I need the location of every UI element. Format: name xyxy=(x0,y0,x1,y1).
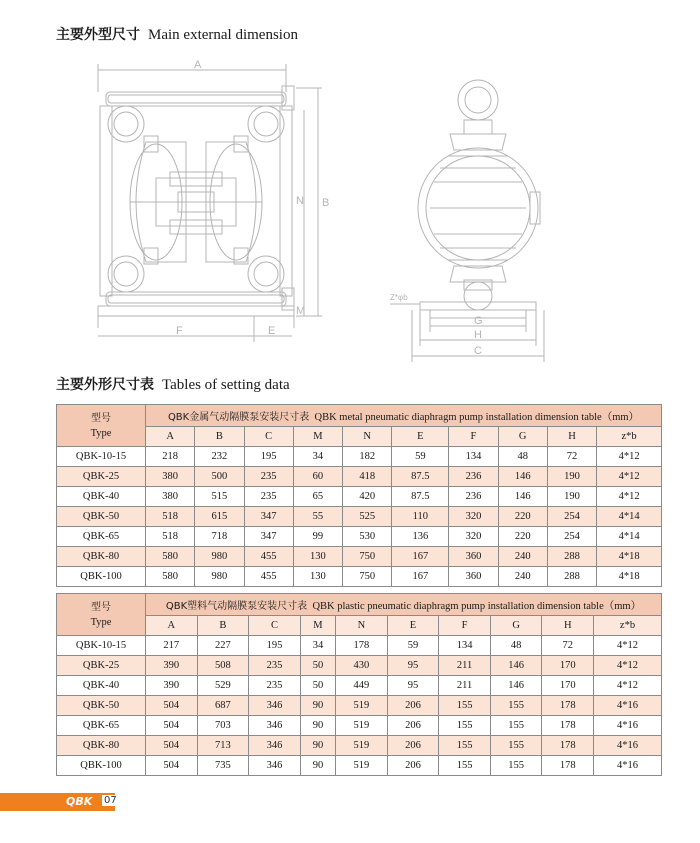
pump-side-view-drawing xyxy=(390,70,566,370)
value-cell: 380 xyxy=(146,487,195,507)
value-cell: 240 xyxy=(498,567,547,587)
plastic-pump-dimension-table xyxy=(56,593,662,776)
column-header: B xyxy=(197,616,249,636)
value-cell: 346 xyxy=(249,696,301,716)
value-cell: 360 xyxy=(449,547,498,567)
value-cell: 750 xyxy=(343,567,392,587)
value-cell: 504 xyxy=(146,756,198,776)
value-cell: 235 xyxy=(249,676,301,696)
value-cell: 155 xyxy=(490,756,542,776)
pump-front-view-drawing xyxy=(86,52,348,352)
value-cell: 167 xyxy=(392,567,449,587)
column-header: C xyxy=(249,616,301,636)
value-cell: 687 xyxy=(197,696,249,716)
value-cell: 455 xyxy=(244,567,293,587)
value-cell: 980 xyxy=(195,567,244,587)
value-cell: 529 xyxy=(197,676,249,696)
value-cell: 190 xyxy=(547,487,596,507)
value-cell: 206 xyxy=(387,736,439,756)
table-row xyxy=(57,447,662,467)
value-cell: 34 xyxy=(300,636,335,656)
model-cell: QBK-50 xyxy=(57,696,146,716)
value-cell: 220 xyxy=(498,527,547,547)
value-cell: 87.5 xyxy=(392,487,449,507)
dim-label-a: A xyxy=(194,59,202,71)
value-cell: 4*12 xyxy=(597,487,662,507)
value-cell: 346 xyxy=(249,716,301,736)
value-cell: 235 xyxy=(244,467,293,487)
value-cell: 235 xyxy=(249,656,301,676)
value-cell: 504 xyxy=(146,696,198,716)
value-cell: 206 xyxy=(387,716,439,736)
table-row xyxy=(57,487,662,507)
value-cell: 346 xyxy=(249,756,301,776)
value-cell: 136 xyxy=(392,527,449,547)
column-header: F xyxy=(439,616,491,636)
value-cell: 4*16 xyxy=(594,756,662,776)
value-cell: 72 xyxy=(547,447,596,467)
value-cell: 4*12 xyxy=(594,656,662,676)
model-cell: QBK-100 xyxy=(57,567,146,587)
value-cell: 155 xyxy=(490,696,542,716)
value-cell: 750 xyxy=(343,547,392,567)
value-cell: 240 xyxy=(498,547,547,567)
value-cell: 703 xyxy=(197,716,249,736)
table-row xyxy=(57,736,662,756)
model-cell: QBK-10-15 xyxy=(57,636,146,656)
value-cell: 390 xyxy=(146,656,198,676)
setting-data-title xyxy=(56,374,290,394)
value-cell: 4*12 xyxy=(597,447,662,467)
value-cell: 48 xyxy=(490,636,542,656)
column-header: N xyxy=(343,427,392,447)
value-cell: 65 xyxy=(293,487,342,507)
column-header: A xyxy=(146,427,195,447)
value-cell: 34 xyxy=(293,447,342,467)
value-cell: 449 xyxy=(336,676,388,696)
column-header: M xyxy=(293,427,342,447)
table-row xyxy=(57,467,662,487)
value-cell: 220 xyxy=(498,507,547,527)
main-dimension-title-en: Main external dimension xyxy=(148,27,298,43)
value-cell: 178 xyxy=(542,756,594,776)
value-cell: 178 xyxy=(542,736,594,756)
value-cell: 254 xyxy=(547,507,596,527)
value-cell: 155 xyxy=(439,736,491,756)
value-cell: 170 xyxy=(542,656,594,676)
value-cell: 430 xyxy=(336,656,388,676)
dim-label-g: G xyxy=(474,315,483,327)
value-cell: 170 xyxy=(542,676,594,696)
page-number: 07 xyxy=(104,795,117,806)
model-cell: QBK-50 xyxy=(57,507,146,527)
value-cell: 347 xyxy=(244,527,293,547)
value-cell: 236 xyxy=(449,467,498,487)
column-header: G xyxy=(490,616,542,636)
value-cell: 713 xyxy=(197,736,249,756)
value-cell: 288 xyxy=(547,547,596,567)
value-cell: 360 xyxy=(449,567,498,587)
setting-data-title-en: Tables of setting data xyxy=(162,377,290,393)
value-cell: 4*16 xyxy=(594,696,662,716)
value-cell: 580 xyxy=(146,567,195,587)
value-cell: 735 xyxy=(197,756,249,776)
value-cell: 4*12 xyxy=(597,467,662,487)
value-cell: 90 xyxy=(300,696,335,716)
value-cell: 50 xyxy=(300,676,335,696)
table-row xyxy=(57,547,662,567)
value-cell: 4*16 xyxy=(594,716,662,736)
column-header: z*b xyxy=(597,427,662,447)
value-cell: 87.5 xyxy=(392,467,449,487)
value-cell: 418 xyxy=(343,467,392,487)
value-cell: 99 xyxy=(293,527,342,547)
value-cell: 95 xyxy=(387,656,439,676)
value-cell: 320 xyxy=(449,527,498,547)
value-cell: 519 xyxy=(336,756,388,776)
value-cell: 347 xyxy=(244,507,293,527)
value-cell: 218 xyxy=(146,447,195,467)
value-cell: 390 xyxy=(146,676,198,696)
value-cell: 146 xyxy=(490,656,542,676)
dim-label-b: B xyxy=(322,197,330,209)
value-cell: 235 xyxy=(244,487,293,507)
value-cell: 4*18 xyxy=(597,547,662,567)
dim-label-h: H xyxy=(474,329,482,341)
table-title: QBK塑料气动隔膜泵安装尺寸表 QBK plastic pneumatic diaphragm pump installation dimension table（mm） xyxy=(146,594,662,616)
value-cell: 130 xyxy=(293,567,342,587)
value-cell: 48 xyxy=(498,447,547,467)
value-cell: 155 xyxy=(439,756,491,776)
main-dimension-title xyxy=(56,24,298,44)
value-cell: 130 xyxy=(293,547,342,567)
footer-brand: QBK xyxy=(66,795,93,808)
value-cell: 518 xyxy=(146,507,195,527)
value-cell: 718 xyxy=(195,527,244,547)
value-cell: 420 xyxy=(343,487,392,507)
column-header: E xyxy=(392,427,449,447)
value-cell: 519 xyxy=(336,716,388,736)
value-cell: 236 xyxy=(449,487,498,507)
model-cell: QBK-40 xyxy=(57,676,146,696)
value-cell: 155 xyxy=(490,736,542,756)
table-row xyxy=(57,507,662,527)
value-cell: 211 xyxy=(439,676,491,696)
value-cell: 110 xyxy=(392,507,449,527)
value-cell: 146 xyxy=(490,676,542,696)
value-cell: 525 xyxy=(343,507,392,527)
value-cell: 59 xyxy=(387,636,439,656)
value-cell: 380 xyxy=(146,467,195,487)
value-cell: 288 xyxy=(547,567,596,587)
column-header: M xyxy=(300,616,335,636)
value-cell: 182 xyxy=(343,447,392,467)
type-header: 型号 Type xyxy=(57,405,146,447)
value-cell: 217 xyxy=(146,636,198,656)
column-header: G xyxy=(498,427,547,447)
dim-label-f: F xyxy=(176,325,183,337)
value-cell: 346 xyxy=(249,736,301,756)
metal-pump-dimension-table xyxy=(56,404,662,587)
value-cell: 90 xyxy=(300,736,335,756)
value-cell: 134 xyxy=(449,447,498,467)
value-cell: 515 xyxy=(195,487,244,507)
value-cell: 615 xyxy=(195,507,244,527)
column-header: z*b xyxy=(594,616,662,636)
footer-bar xyxy=(0,793,115,811)
table-row xyxy=(57,716,662,736)
model-cell: QBK-40 xyxy=(57,487,146,507)
table-row xyxy=(57,636,662,656)
model-cell: QBK-65 xyxy=(57,527,146,547)
value-cell: 519 xyxy=(336,696,388,716)
model-cell: QBK-10-15 xyxy=(57,447,146,467)
setting-data-title-zh: 主要外形尺寸表 xyxy=(56,377,154,393)
column-header: C xyxy=(244,427,293,447)
value-cell: 4*16 xyxy=(594,736,662,756)
table-row xyxy=(57,696,662,716)
column-header: H xyxy=(542,616,594,636)
value-cell: 500 xyxy=(195,467,244,487)
value-cell: 504 xyxy=(146,716,198,736)
value-cell: 254 xyxy=(547,527,596,547)
type-header: 型号 Type xyxy=(57,594,146,636)
value-cell: 580 xyxy=(146,547,195,567)
column-header: A xyxy=(146,616,198,636)
table-row xyxy=(57,756,662,776)
value-cell: 530 xyxy=(343,527,392,547)
value-cell: 190 xyxy=(547,467,596,487)
value-cell: 167 xyxy=(392,547,449,567)
table-row xyxy=(57,656,662,676)
dim-label-e: E xyxy=(268,325,276,337)
value-cell: 95 xyxy=(387,676,439,696)
value-cell: 504 xyxy=(146,736,198,756)
value-cell: 55 xyxy=(293,507,342,527)
table-row xyxy=(57,676,662,696)
model-cell: QBK-25 xyxy=(57,656,146,676)
column-header: B xyxy=(195,427,244,447)
value-cell: 60 xyxy=(293,467,342,487)
value-cell: 146 xyxy=(498,467,547,487)
value-cell: 195 xyxy=(244,447,293,467)
table-title: QBK金属气动隔膜泵安装尺寸表 QBK metal pneumatic diaphragm pump installation dimension table（mm） xyxy=(146,405,662,427)
value-cell: 206 xyxy=(387,756,439,776)
dim-label-m: M xyxy=(296,305,306,317)
value-cell: 211 xyxy=(439,656,491,676)
value-cell: 227 xyxy=(197,636,249,656)
value-cell: 195 xyxy=(249,636,301,656)
model-cell: QBK-80 xyxy=(57,547,146,567)
main-dimension-title-zh: 主要外型尺寸 xyxy=(56,27,140,43)
value-cell: 90 xyxy=(300,716,335,736)
value-cell: 206 xyxy=(387,696,439,716)
model-cell: QBK-25 xyxy=(57,467,146,487)
value-cell: 4*12 xyxy=(594,676,662,696)
column-header: E xyxy=(387,616,439,636)
value-cell: 155 xyxy=(439,716,491,736)
value-cell: 72 xyxy=(542,636,594,656)
value-cell: 455 xyxy=(244,547,293,567)
column-header: N xyxy=(336,616,388,636)
dim-label-n: N xyxy=(296,195,304,207)
model-cell: QBK-100 xyxy=(57,756,146,776)
value-cell: 4*14 xyxy=(597,507,662,527)
value-cell: 155 xyxy=(439,696,491,716)
value-cell: 4*12 xyxy=(594,636,662,656)
value-cell: 4*18 xyxy=(597,567,662,587)
dim-label-c: C xyxy=(474,345,482,357)
column-header: F xyxy=(449,427,498,447)
table-row xyxy=(57,527,662,547)
value-cell: 320 xyxy=(449,507,498,527)
value-cell: 50 xyxy=(300,656,335,676)
value-cell: 178 xyxy=(336,636,388,656)
value-cell: 508 xyxy=(197,656,249,676)
table-row xyxy=(57,567,662,587)
value-cell: 519 xyxy=(336,736,388,756)
dim-label-z-b: Z*φb xyxy=(390,293,408,302)
value-cell: 518 xyxy=(146,527,195,547)
value-cell: 155 xyxy=(490,716,542,736)
value-cell: 178 xyxy=(542,716,594,736)
model-cell: QBK-80 xyxy=(57,736,146,756)
model-cell: QBK-65 xyxy=(57,716,146,736)
value-cell: 59 xyxy=(392,447,449,467)
column-header: H xyxy=(547,427,596,447)
value-cell: 232 xyxy=(195,447,244,467)
value-cell: 4*14 xyxy=(597,527,662,547)
value-cell: 134 xyxy=(439,636,491,656)
value-cell: 980 xyxy=(195,547,244,567)
value-cell: 90 xyxy=(300,756,335,776)
value-cell: 178 xyxy=(542,696,594,716)
value-cell: 146 xyxy=(498,487,547,507)
